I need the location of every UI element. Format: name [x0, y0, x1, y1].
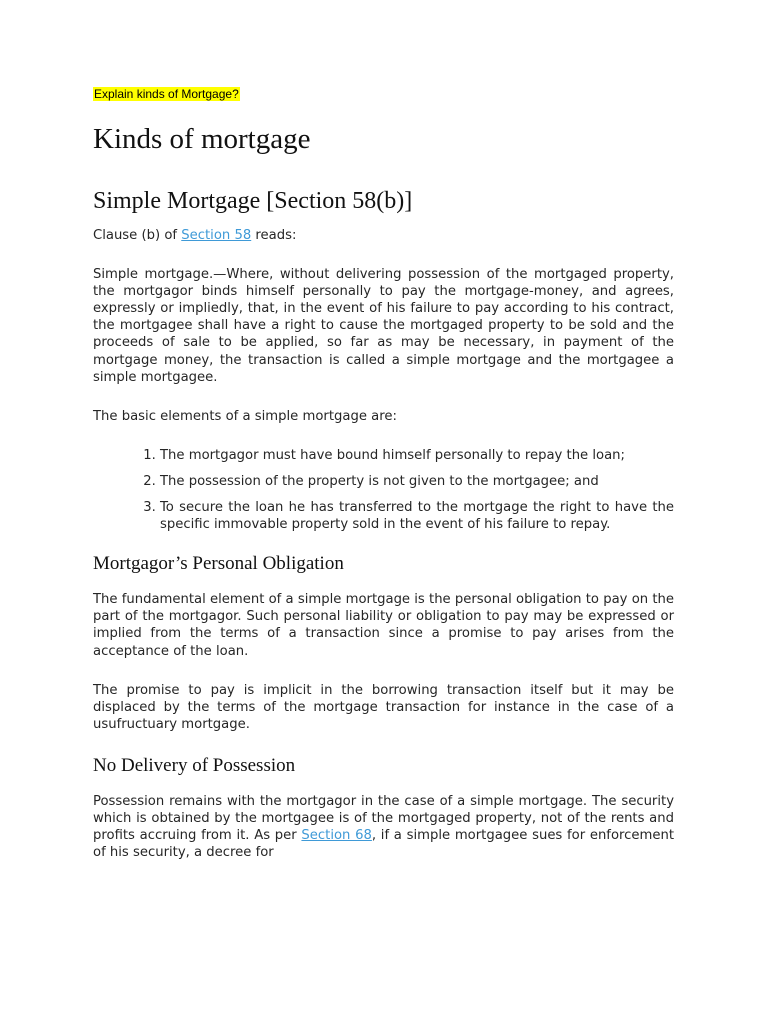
basic-elements-list — [93, 447, 674, 533]
clause-text-after: reads: — [251, 228, 297, 243]
document-page — [93, 86, 674, 861]
question-line — [93, 86, 674, 106]
section-68-link[interactable]: Section 68 — [301, 828, 372, 844]
section-heading: Simple Mortgage [Section 58(b)] — [93, 188, 413, 214]
list-item: 2. The possession of the property is not given to the mortgagee; and — [160, 473, 674, 490]
possession-text-after: , if a simple mortgagee sues for enforcement of his security, a decree for — [93, 828, 675, 861]
clause-paragraph — [93, 227, 674, 244]
document-title: Kinds of mortgage — [93, 123, 311, 155]
possession-paragraph — [93, 793, 674, 861]
possession-text-before: Possession remains with the mortgagor in the case of a simple mortgage. The security which is obtained by the mortgagee is of the mortgaged property, not of the rents and profits accruing from it. As per — [93, 793, 674, 844]
obligation-paragraph-1: The fundamental element of a simple mortgage is the personal obligation to pay on the part of the mortgagor. Such personal liability or obligation to pay may be expressed or implied from the terms of a transaction since a promise to pay arises from the acceptance of the loan. — [93, 592, 674, 659]
definition-paragraph: Simple mortgage.—Where, without delivering possession of the mortgaged property, the mortgagor binds himself personally to pay the mortgage-money, and agrees, expressly or impliedly, that, in the event of his failure to pay according to his contract, the mortgagee shall have a right to cause the mortgaged property to be sold and the proceeds of sale to be applied, so far as may be necessary, in payment of the mortgage money, the transaction is called a simple mortgage and the mortgagee a simple mortgagee. — [93, 267, 674, 385]
obligation-heading: Mortgagor’s Personal Obligation — [93, 553, 344, 575]
obligation-paragraph-2: The promise to pay is implicit in the borrowing transaction itself but it may be displaced by the terms of the mortgage transaction for instance in the case of a usufructuary mortgage. — [93, 682, 674, 732]
list-item: 3. To secure the loan he has transferred to the mortgage the right to have the specific immovable property sold in the event of his failure to repay. — [160, 499, 674, 533]
possession-heading: No Delivery of Possession — [93, 754, 296, 776]
basic-elements-intro: The basic elements of a simple mortgage are: — [93, 408, 397, 424]
list-item: 1. The mortgagor must have bound himself personally to repay the loan; — [160, 447, 674, 464]
highlighted-question: Explain kinds of Mortgage? — [94, 87, 239, 101]
section-58-link[interactable]: Section 58 — [181, 228, 252, 243]
clause-text-before: Clause (b) of — [93, 228, 182, 243]
